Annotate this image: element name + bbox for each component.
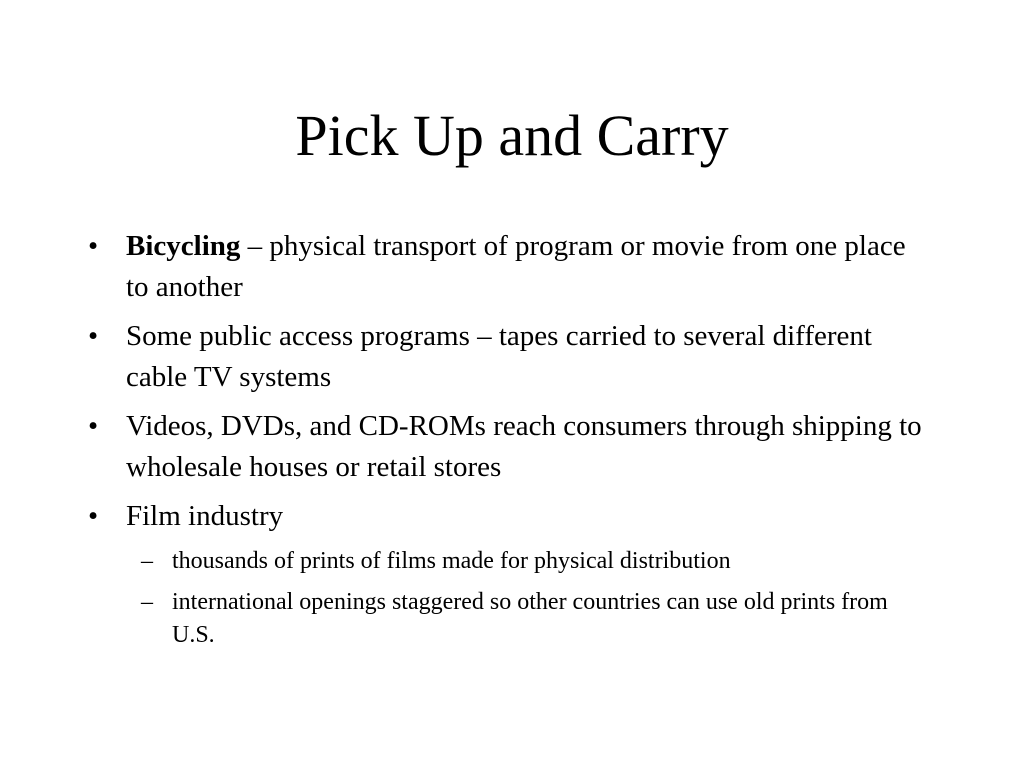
subbullet-marker: – [141,589,153,615]
subbullet-item-prints [88,545,928,578]
subbullet-text: thousands of prints of films made for physical distribution [172,548,731,574]
subbullet-item-international [88,586,928,652]
bullet-item-bicycling [88,226,928,308]
bullet-bold-term: Bicycling [126,230,241,262]
bullet-text: – physical transport of program or movie from one place to another [126,230,906,303]
bullet-marker: • [88,320,99,352]
bullet-text: Film industry [126,500,284,532]
subbullet-text: international openings staggered so other countries can use old prints from U.S. [172,589,888,648]
bullet-text: Some public access programs – tapes carried to several different cable TV systems [126,320,872,393]
bullet-item-videos-dvds [88,406,928,488]
subbullet-marker: – [141,548,153,574]
slide-title: Pick Up and Carry [295,103,729,168]
bullet-marker: • [88,500,99,532]
slide-body [88,226,928,660]
bullet-item-film-industry [88,496,928,537]
bullet-text: Videos, DVDs, and CD-ROMs reach consumers through shipping to wholesale houses or retail stores [126,410,922,483]
bullet-marker: • [88,230,99,262]
bullet-marker: • [88,410,99,442]
bullet-item-public-access [88,316,928,398]
